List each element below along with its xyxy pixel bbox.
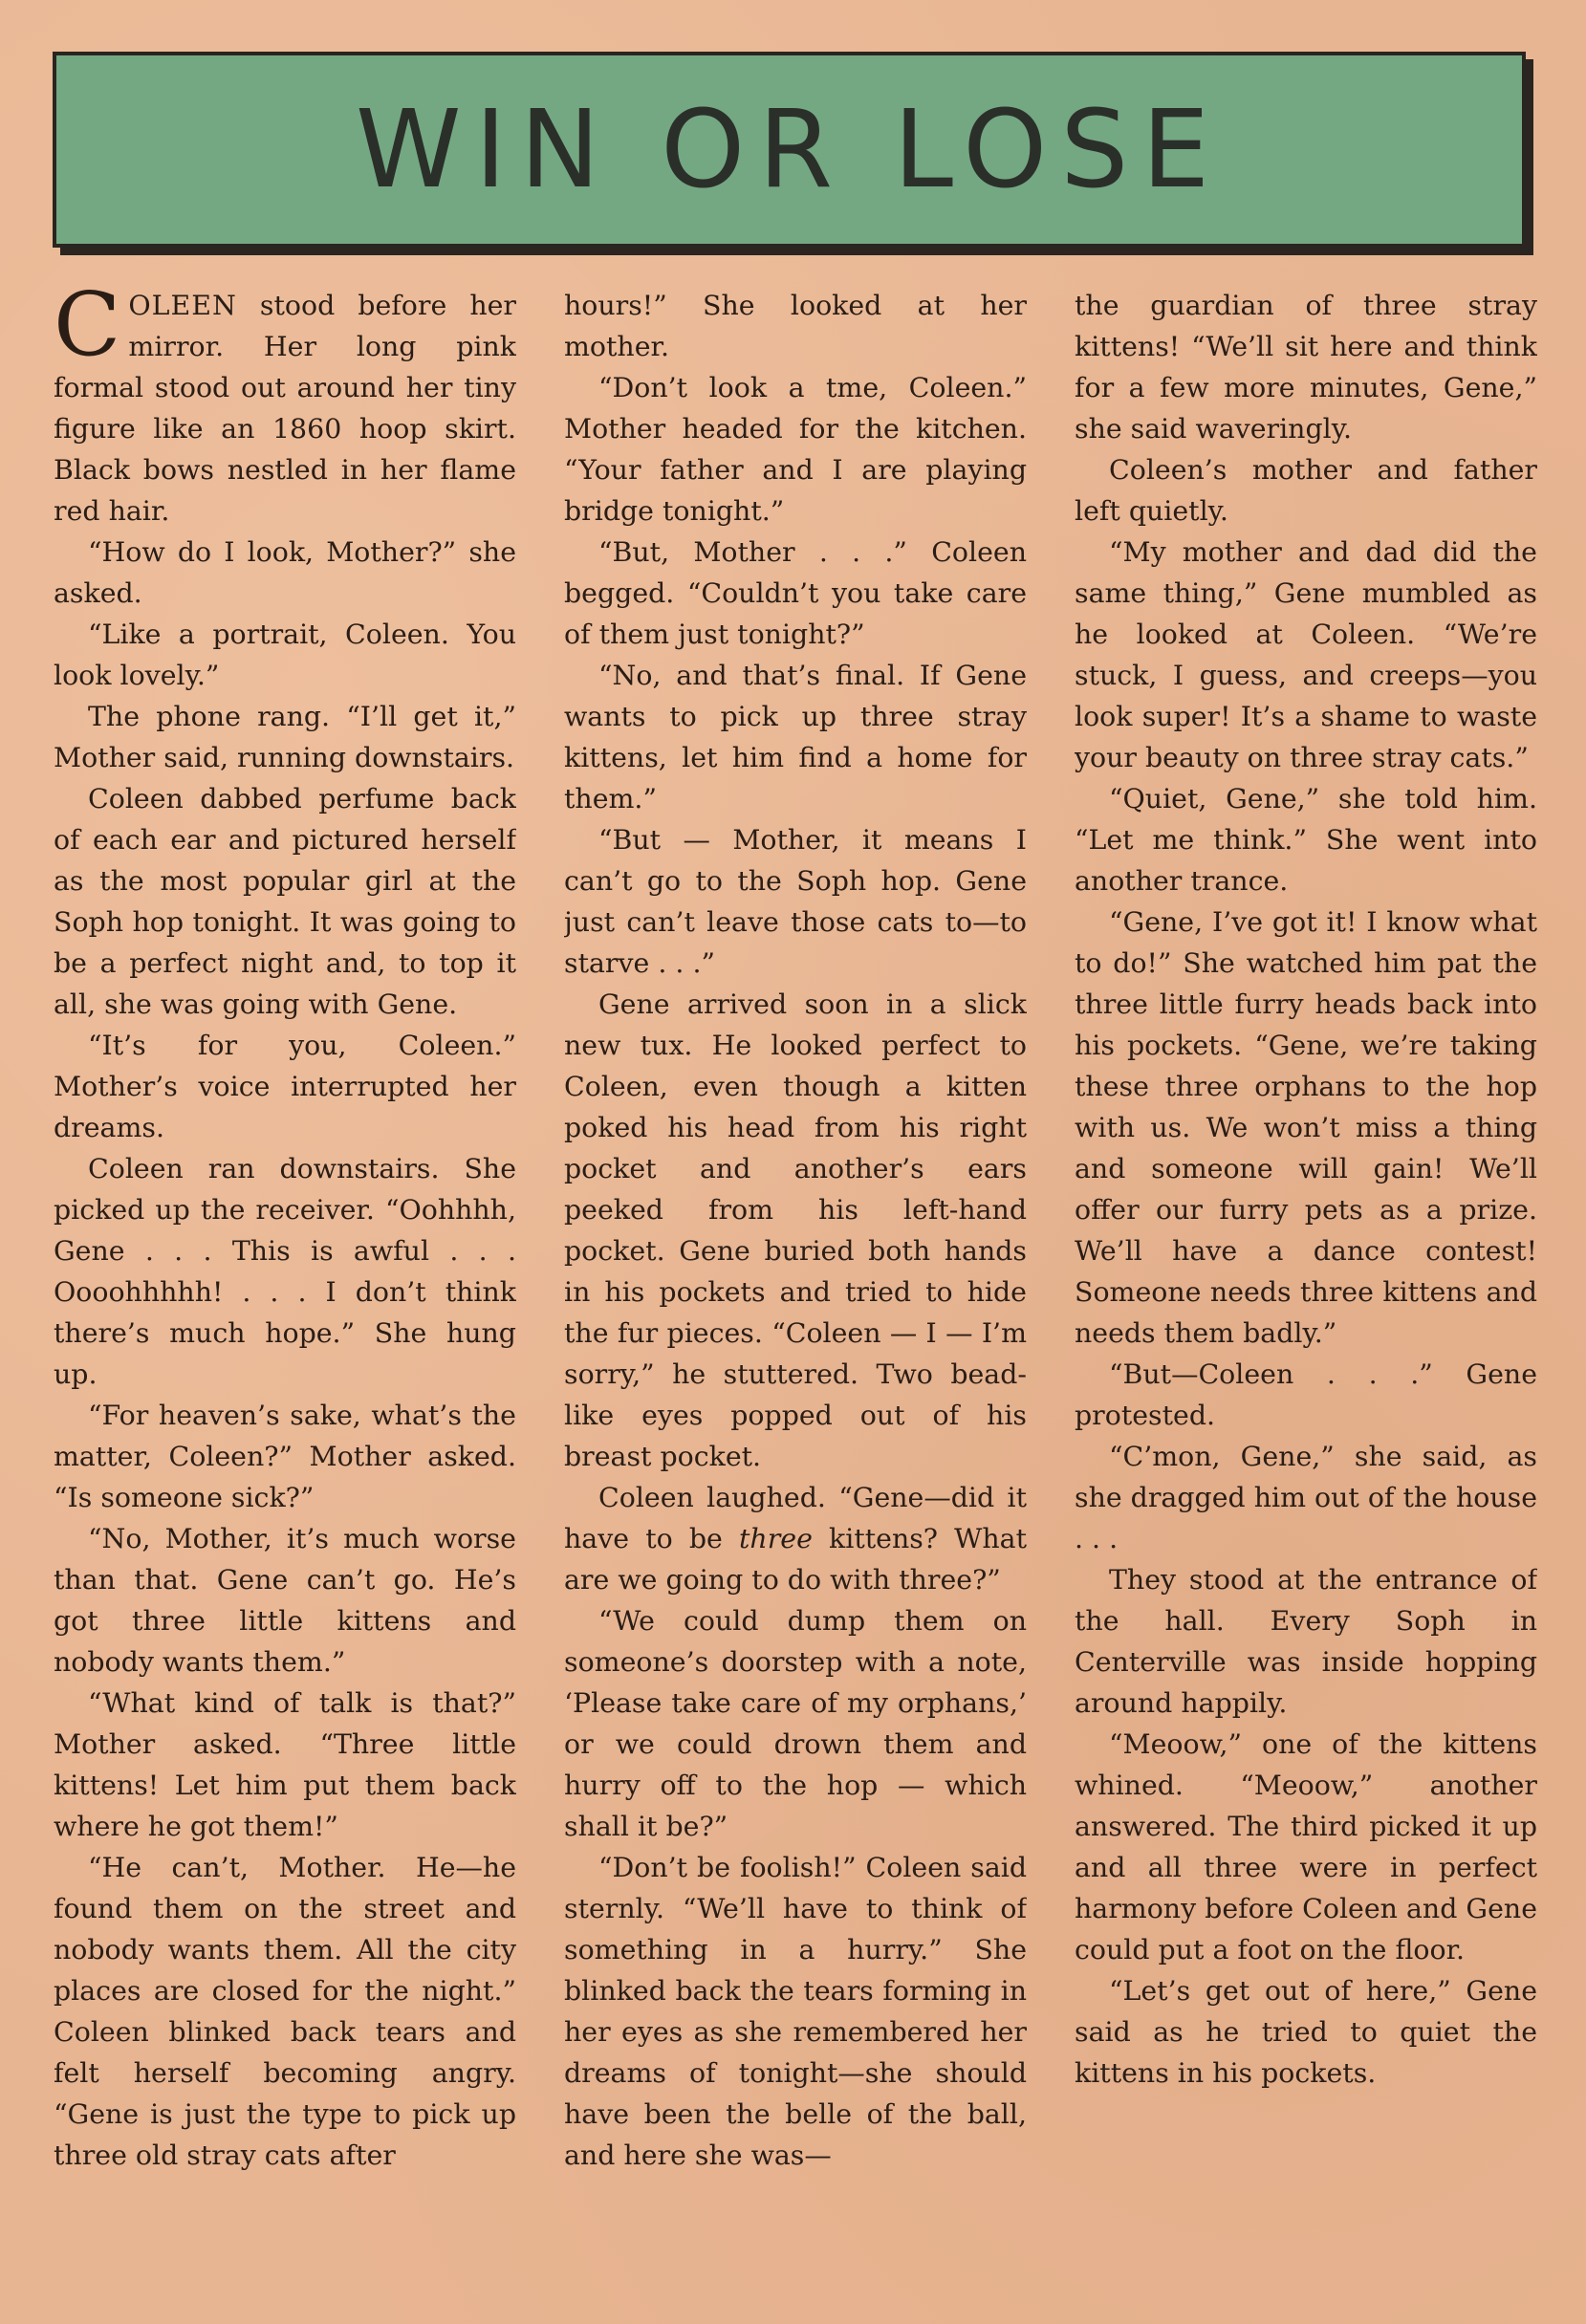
story-paragraph: “It’s for you, Coleen.” Mother’s voice interrupted her dreams. [54, 1030, 516, 1143]
text-column-1 [54, 285, 516, 2254]
story-paragraph: “C’mon, Gene,” she said, as she dragged him out of the house . . . [1075, 1441, 1537, 1554]
lead-word: OLEEN [128, 290, 237, 321]
story-paragraph: “We could dump them on someone’s doorstep with a note, ‘Please take care of my orphans,’ or we could drown them and hurry off to the hop — which shall it be?” [564, 1605, 1027, 1842]
story-title: WIN OR LOSE [355, 87, 1224, 212]
story-paragraph: Coleen’s mother and father left quietly. [1075, 454, 1537, 527]
story-paragraph: “For heaven’s sake, what’s the matter, Coleen?” Mother asked. “Is someone sick?” [54, 1400, 516, 1513]
story-paragraph: “Don’t look a tme, Coleen.” Mother headed for the kitchen. “Your father and I are playing bridge tonight.” [564, 372, 1027, 527]
story-paragraph: “But — Mother, it means I can’t go to the Soph hop. Gene just can’t leave those cats to—to starve . . .” [564, 824, 1027, 979]
story-paragraph: Coleen ran downstairs. She picked up the receiver. “Oohhhh, Gene . . . This is awful . . . Oooohhhhh! . . . I don’t think there’s much hope.” She hung up. [54, 1153, 516, 1390]
story-paragraph: “Let’s get out of here,” Gene said as he tried to quiet the kittens in his pockets. [1075, 1975, 1537, 2089]
story-paragraph: Coleen dabbed perfume back of each ear and pictured herself as the most popular girl at the Soph hop tonight. It was going to be a perfect night and, to top it all, she was going with Gene. [54, 783, 516, 1020]
story-paragraph: “Gene, I’ve got it! I know what to do!” She watched him pat the three little furry heads back into his pockets. “Gene, we’re taking these three orphans to the hop with us. We won’t miss a thing and someone will gain! We’ll offer our furry pets as a prize. We’ll have a dance contest! Someone needs three kittens and needs them badly.” [1075, 906, 1537, 1349]
title-banner [53, 52, 1526, 248]
story-paragraph: “Meoow,” one of the kittens whined. “Meoow,” another answered. The third picked it up and all three were in perfect harmony before Coleen and Gene could put a foot on the floor. [1075, 1728, 1537, 1966]
story-paragraph: Coleen laughed. “Gene—did it have to be three kittens? What are we going to do with three?” [564, 1482, 1027, 1596]
story-paragraph: “But, Mother . . .” Coleen begged. “Couldn’t you take care of them just tonight?” [564, 536, 1027, 650]
story-paragraph: “Like a portrait, Coleen. You look lovely.” [54, 619, 516, 691]
story-paragraph [54, 285, 516, 532]
story-paragraph: “Quiet, Gene,” she told him. “Let me think.” She went into another trance. [1075, 783, 1537, 897]
story-paragraph: “He can’t, Mother. He—he found them on the street and nobody wants them. All the city places are closed for the night.” Coleen blinked back tears and felt herself becoming angry. “Gene is just the type to pick up three old stray cats after [54, 1852, 516, 2171]
story-paragraph: Gene arrived soon in a slick new tux. He looked perfect to Coleen, even though a kitten poked his head from his right pocket and another’s ears peeked from his left-hand pocket. Gene buried both hands in his pockets and tried to hide the fur pieces. “Coleen — I — I’m sorry,” he stuttered. Two bead-like eyes popped out of his breast pocket. [564, 988, 1027, 1472]
story-paragraph: “My mother and dad did the same thing,” Gene mumbled as he looked at Coleen. “We’re stuck, I guess, and creeps—you look super! It’s a shame to waste your beauty on three stray cats.” [1075, 536, 1537, 773]
story-paragraph: They stood at the entrance of the hall. Every Soph in Centerville was inside hopping around happily. [1075, 1564, 1537, 1719]
story-paragraph: “No, and that’s final. If Gene wants to pick up three stray kittens, let him find a home for them.” [564, 660, 1027, 814]
story-paragraph: “What kind of talk is that?” Mother asked. “Three little kittens! Let him put them back where he got them!” [54, 1687, 516, 1842]
story-paragraph: The phone rang. “I’ll get it,” Mother said, running downstairs. [54, 701, 516, 773]
story-paragraph: “Don’t be foolish!” Coleen said sternly. “We’ll have to think of something in a hurry.” She blinked back the tears forming in her eyes as she remembered her dreams of tonight—she should have been the belle of the ball, and here she was— [564, 1852, 1027, 2171]
text-column-3 [1075, 285, 1537, 2254]
story-columns [54, 285, 1537, 2254]
story-paragraph: “But—Coleen . . .” Gene protested. [1075, 1358, 1537, 1431]
paragraph-text: stood before her mirror. Her long pink formal stood out around her tiny figure like an 1860 hoop skirt. Black bows nestled in her flame red hair. [54, 290, 516, 527]
story-paragraph: “How do I look, Mother?” she asked. [54, 536, 516, 609]
story-paragraph: “No, Mother, it’s much worse than that. Gene can’t go. He’s got three little kittens and nobody wants them.” [54, 1523, 516, 1678]
story-paragraph: the guardian of three stray kittens! “We’ll sit here and think for a few more minutes, Gene,” she said waveringly. [1075, 290, 1537, 445]
story-paragraph: hours!” She looked at her mother. [564, 290, 1027, 362]
drop-cap: C [54, 285, 121, 376]
text-column-2 [564, 285, 1027, 2254]
